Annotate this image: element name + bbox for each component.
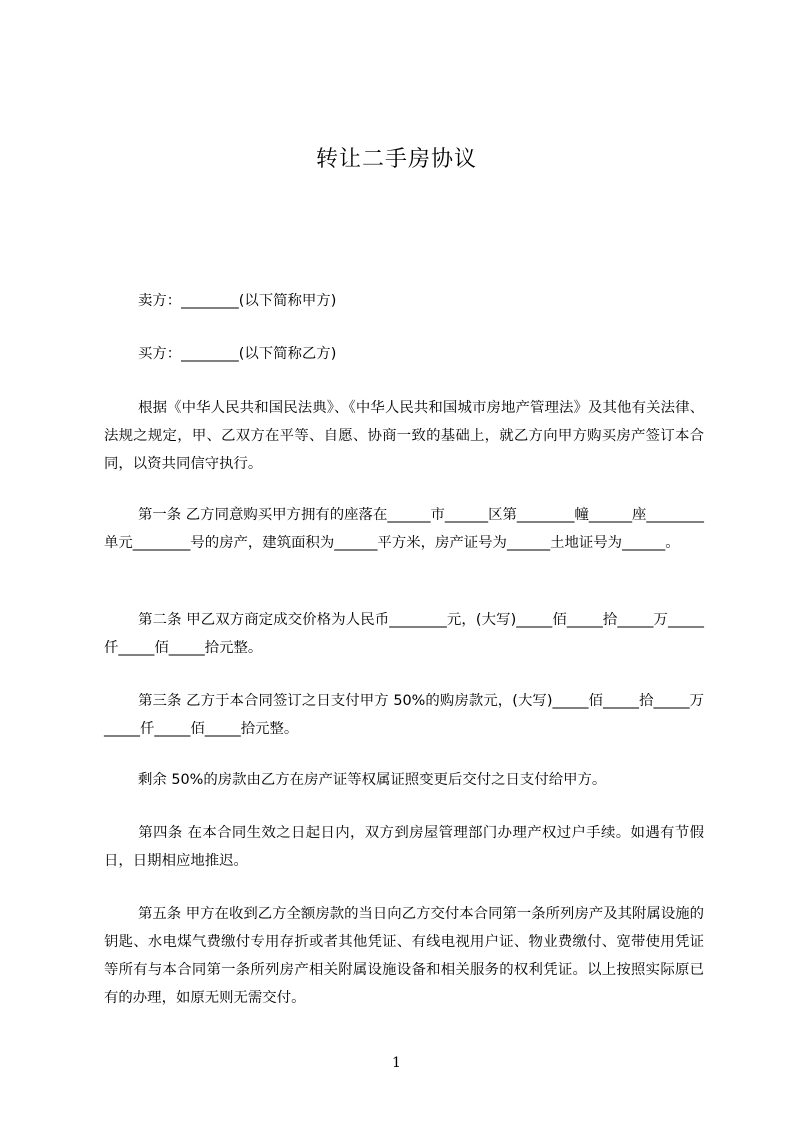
buyer-line <box>104 340 704 368</box>
article-5-paragraph <box>104 900 704 1012</box>
buyer-text: 买方：________(以下简称乙方) <box>138 346 337 362</box>
article-5-text: 第五条 甲方在收到乙方全额房款的当日向乙方交付本合同第一条所列房产及其附属设施的钥匙、水电煤气费缴付专用存折或者其他凭证、有线电视用户证、物业费缴付、宽带使用凭证等所有与本合同第一条所列房产相关附属设施设备和相关服务的权利凭证。以上按照实际原已有的办理，如原无则无需交付。 <box>104 906 704 1006</box>
seller-text: 卖方：________(以下简称甲方) <box>138 293 337 309</box>
article-3-text: 第三条 乙方于本合同签订之日支付甲方 50%的购房款元，(大写)_____佰_____拾_____万_____仟_____佰_____拾元整。 <box>104 693 704 737</box>
preamble-paragraph <box>104 394 704 478</box>
page-number: 1 <box>392 1055 401 1071</box>
article-4-text: 第四条 在本合同生效之日起日内，双方到房屋管理部门办理产权过户手续。如遇有节假日，日期相应地推迟。 <box>104 825 704 869</box>
article-2-text: 第二条 甲乙双方商定成交价格为人民币________元，(大写)_____佰_____拾_____万_____仟_____佰_____拾元整。 <box>104 612 704 656</box>
article-3-paragraph <box>104 687 704 743</box>
article-1-text: 第一条 乙方同意购买甲方拥有的座落在______市______区第________幢______座________单元________号的房产，建筑面积为______平方米，房产证号为______土地证号为______。 <box>104 507 704 551</box>
article-1-paragraph <box>104 501 704 557</box>
article-4-paragraph <box>104 819 704 875</box>
article-2-paragraph <box>104 606 704 662</box>
seller-line <box>104 287 704 315</box>
remainder-paragraph <box>104 766 704 794</box>
document-title: 转让二手房协议 <box>315 147 477 172</box>
preamble-text: 根据《中华人民共和国民法典》、《中华人民共和国城市房地产管理法》及其他有关法律、法规之规定，甲、乙双方在平等、自愿、协商一致的基础上，就乙方向甲方购买房产签订本合同，以资共同信守执行。 <box>104 400 704 472</box>
remainder-text: 剩余 50%的房款由乙方在房产证等权属证照变更后交付之日支付给甲方。 <box>138 772 607 788</box>
